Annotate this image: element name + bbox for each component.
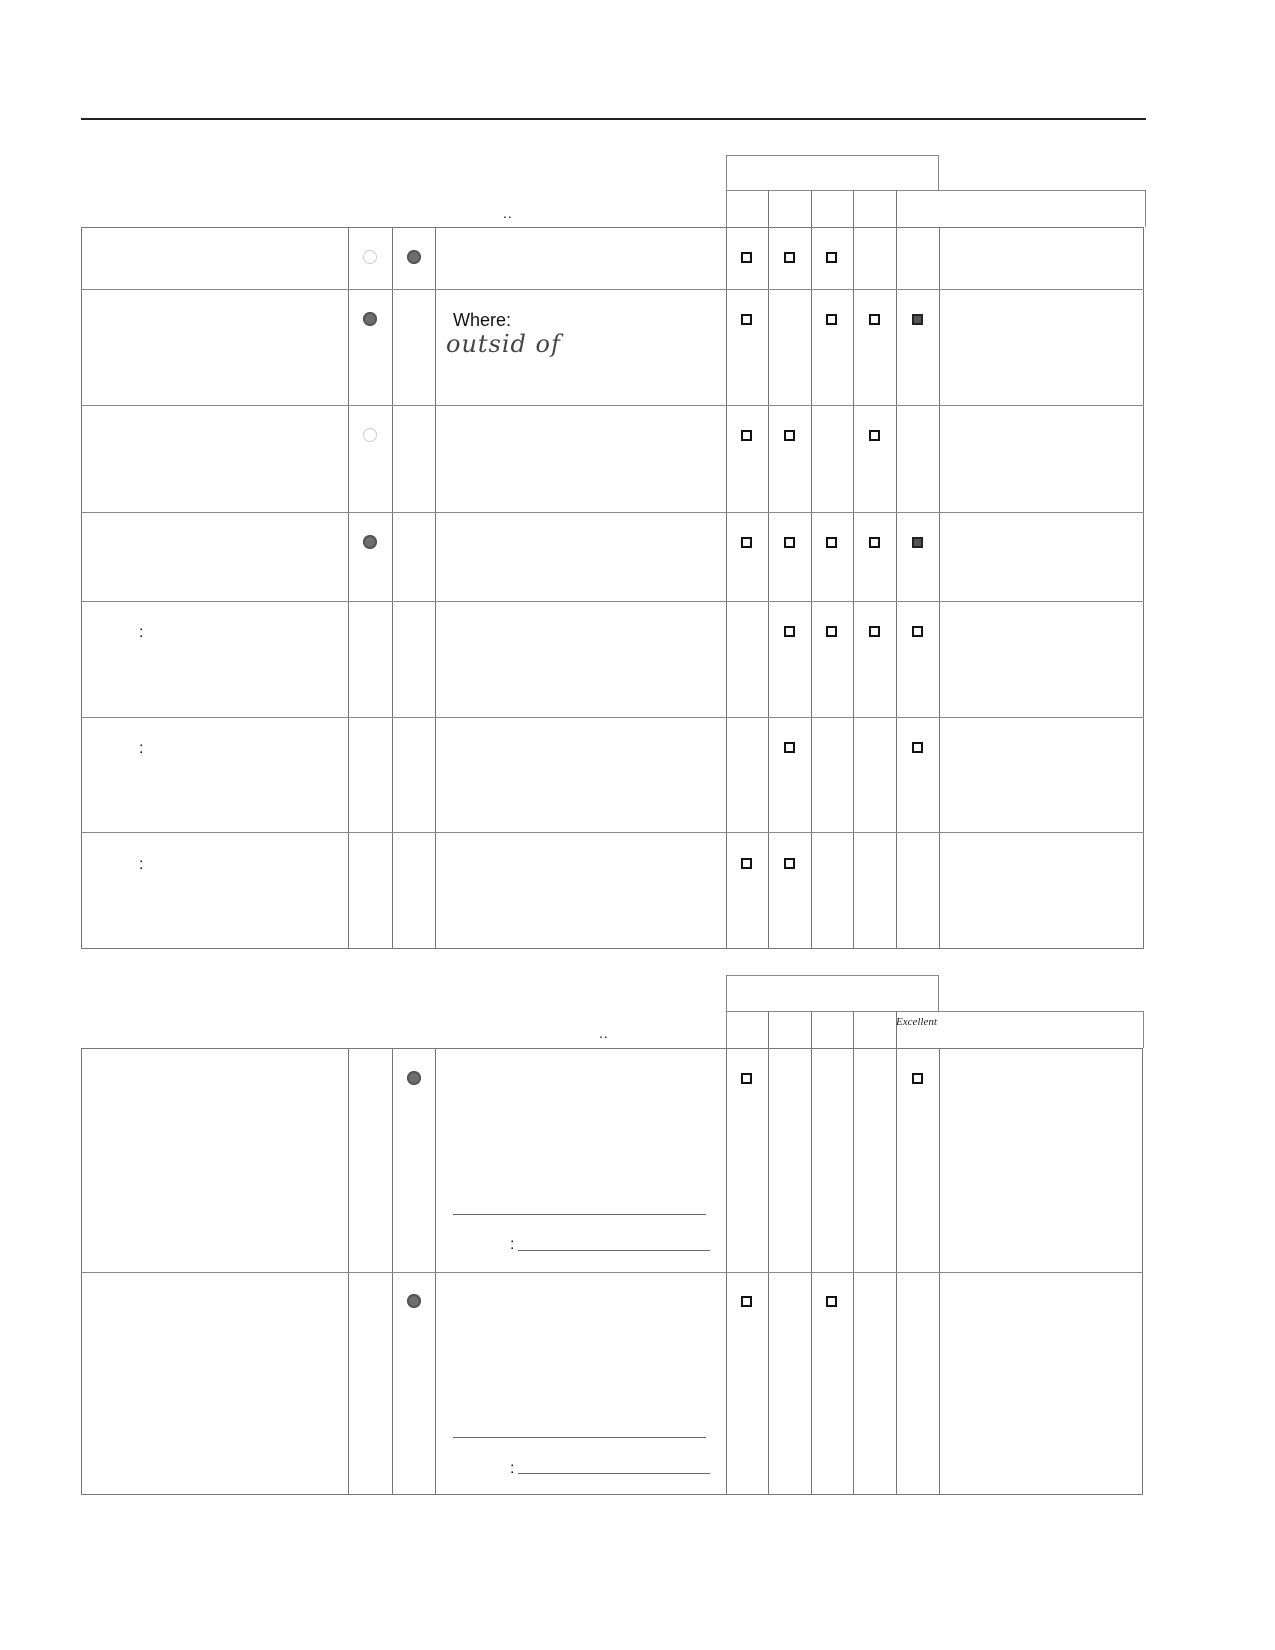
row-colon: : — [139, 740, 144, 757]
handwritten-answer: outsid of — [446, 330, 561, 358]
rating-checkbox[interactable] — [741, 858, 752, 869]
rating-checkbox[interactable] — [784, 537, 795, 548]
rating-checkbox[interactable] — [741, 1073, 752, 1084]
rating-subheader — [726, 190, 1146, 227]
radio-bubble-filled[interactable] — [407, 250, 421, 264]
radio-bubble-filled[interactable] — [407, 1294, 421, 1308]
rating-checkbox[interactable] — [826, 252, 837, 263]
rating-checkbox[interactable] — [869, 626, 880, 637]
rating-checkbox[interactable] — [912, 626, 923, 637]
where-label: Where: — [453, 310, 512, 330]
line-colon: : — [510, 1460, 515, 1477]
rating-checkbox[interactable] — [869, 537, 880, 548]
rating-checkbox-checked[interactable] — [912, 314, 923, 325]
excellent-header: Excellent — [896, 1016, 937, 1028]
header-rule — [81, 118, 1146, 120]
rating-checkbox[interactable] — [912, 1073, 923, 1084]
rating-group-header — [726, 155, 939, 190]
rating-group-header-2 — [726, 975, 939, 1011]
rating-checkbox[interactable] — [826, 314, 837, 325]
header-dots: .. — [503, 205, 513, 221]
radio-bubble[interactable] — [363, 250, 377, 264]
row-colon: : — [139, 856, 144, 873]
rating-checkbox[interactable] — [741, 537, 752, 548]
answer-line[interactable] — [518, 1473, 710, 1474]
rating-checkbox-checked[interactable] — [912, 537, 923, 548]
rating-checkbox[interactable] — [826, 537, 837, 548]
rating-checkbox[interactable] — [784, 742, 795, 753]
rating-checkbox[interactable] — [741, 252, 752, 263]
rating-checkbox[interactable] — [741, 1296, 752, 1307]
radio-bubble-filled[interactable] — [363, 312, 377, 326]
rating-checkbox[interactable] — [784, 626, 795, 637]
radio-bubble[interactable] — [363, 428, 377, 442]
rating-checkbox[interactable] — [826, 1296, 837, 1307]
answer-line[interactable] — [453, 1437, 706, 1438]
rating-checkbox[interactable] — [784, 252, 795, 263]
rating-checkbox[interactable] — [912, 742, 923, 753]
rating-checkbox[interactable] — [869, 314, 880, 325]
row-colon: : — [139, 624, 144, 641]
radio-bubble-filled[interactable] — [407, 1071, 421, 1085]
rating-checkbox[interactable] — [869, 430, 880, 441]
rating-checkbox[interactable] — [741, 430, 752, 441]
answer-line[interactable] — [518, 1250, 710, 1251]
header-dots-2: .. — [599, 1025, 609, 1041]
answer-line[interactable] — [453, 1214, 706, 1215]
rating-checkbox[interactable] — [784, 858, 795, 869]
section-1-grid — [81, 227, 1144, 949]
rating-checkbox[interactable] — [826, 626, 837, 637]
radio-bubble-filled[interactable] — [363, 535, 377, 549]
rating-checkbox[interactable] — [784, 430, 795, 441]
rating-checkbox[interactable] — [741, 314, 752, 325]
line-colon: : — [510, 1236, 515, 1253]
